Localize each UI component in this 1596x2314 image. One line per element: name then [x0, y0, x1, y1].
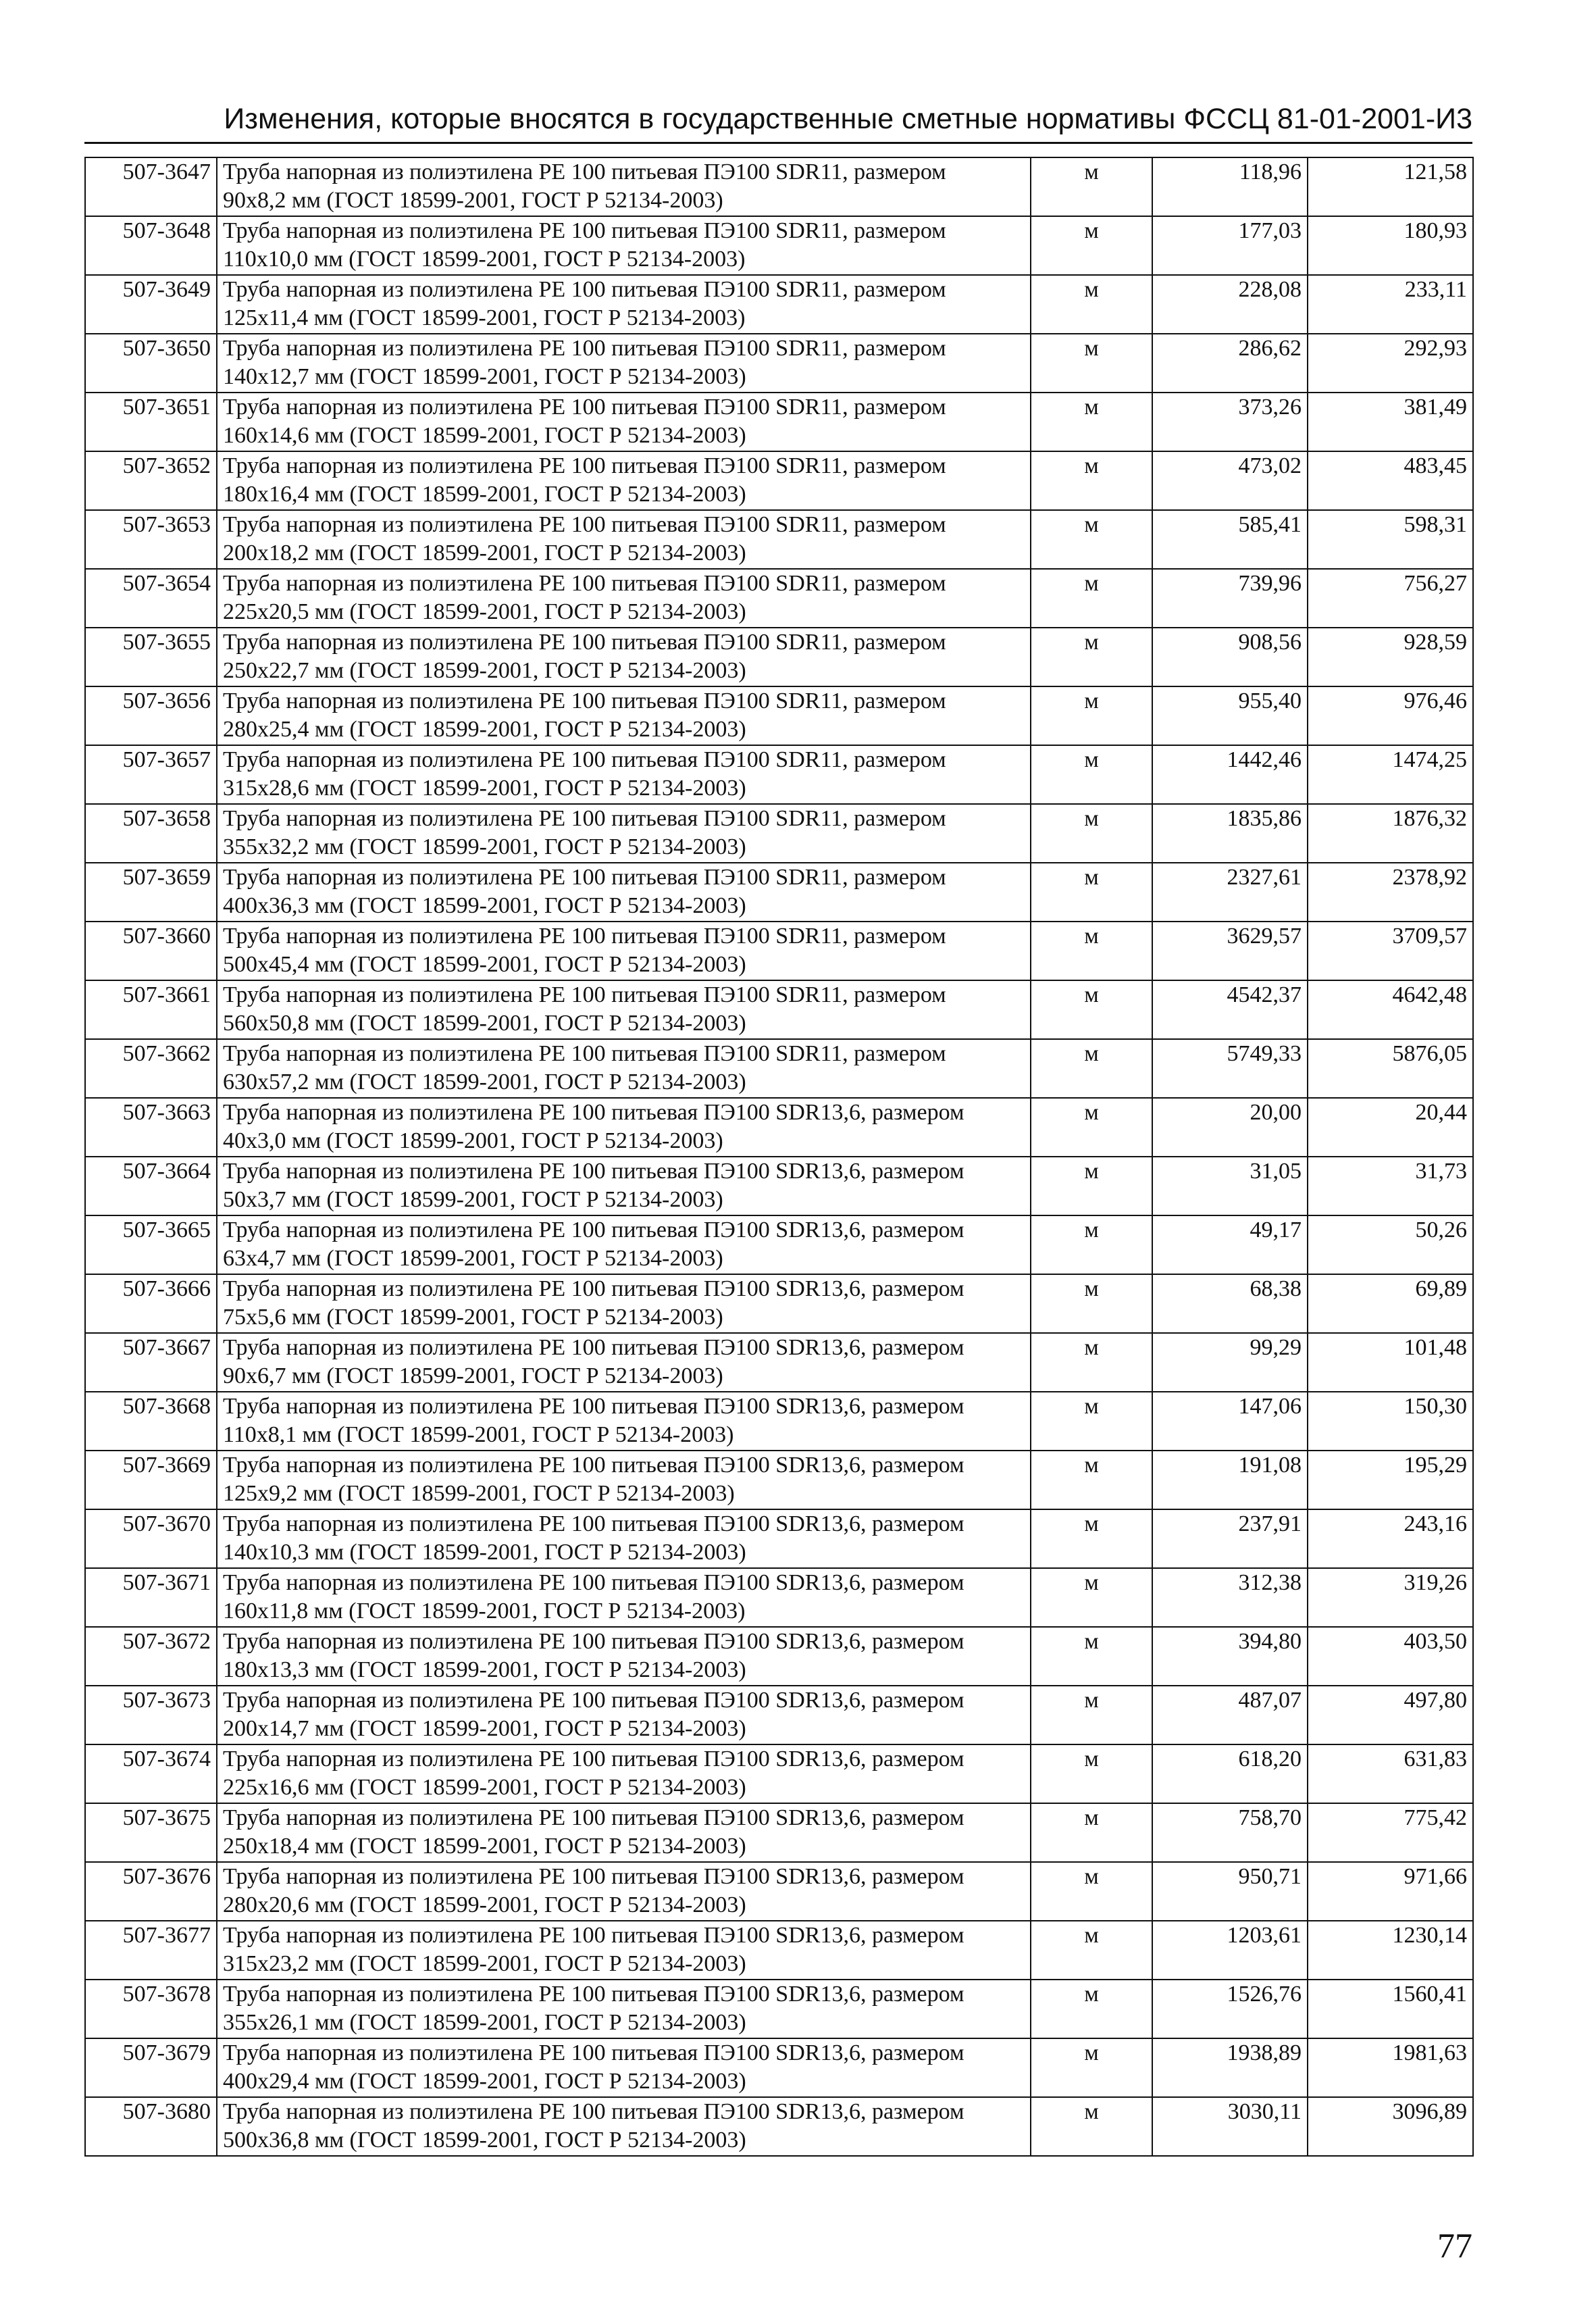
table-row [85, 393, 1473, 451]
row-price-1: 2327,61 [1152, 863, 1308, 922]
row-code: 507-3661 [85, 980, 217, 1039]
row-price-1: 68,38 [1152, 1274, 1308, 1333]
row-name-line2: 63х4,7 мм (ГОСТ 18599-2001, ГОСТ Р 52134-2003) [223, 1246, 723, 1271]
row-name [217, 569, 1031, 628]
row-name-line2: 225х16,6 мм (ГОСТ 18599-2001, ГОСТ Р 52134-2003) [223, 1775, 746, 1800]
row-name [217, 2038, 1031, 2097]
table-row [85, 334, 1473, 393]
row-code: 507-3662 [85, 1039, 217, 1098]
table-row [85, 2038, 1473, 2097]
row-name [217, 216, 1031, 275]
row-unit: м [1031, 628, 1152, 686]
row-price-2: 121,58 [1308, 157, 1473, 216]
row-price-1: 312,38 [1152, 1568, 1308, 1627]
row-name-line1: Труба напорная из полиэтилена PE 100 питьевая ПЭ100 SDR13,6, размером [223, 1159, 964, 1184]
row-name [217, 922, 1031, 980]
row-price-1: 3030,11 [1152, 2097, 1308, 2156]
row-code: 507-3674 [85, 1744, 217, 1803]
row-price-1: 191,08 [1152, 1451, 1308, 1509]
row-price-2: 2378,92 [1308, 863, 1473, 922]
row-name-line1: Труба напорная из полиэтилена PE 100 питьевая ПЭ100 SDR13,6, размером [223, 2099, 964, 2124]
row-price-2: 1560,41 [1308, 1980, 1473, 2038]
row-unit: м [1031, 1451, 1152, 1509]
row-price-1: 585,41 [1152, 510, 1308, 569]
row-name [217, 1803, 1031, 1862]
row-name-line1: Труба напорная из полиэтилена PE 100 питьевая ПЭ100 SDR13,6, размером [223, 1688, 964, 1713]
row-name-line2: 180х13,3 мм (ГОСТ 18599-2001, ГОСТ Р 52134-2003) [223, 1657, 746, 1682]
row-name [217, 1862, 1031, 1921]
row-name-line1: Труба напорная из полиэтилена PE 100 питьевая ПЭ100 SDR13,6, размером [223, 1217, 964, 1242]
row-name-line2: 75х5,6 мм (ГОСТ 18599-2001, ГОСТ Р 52134-2003) [223, 1305, 723, 1330]
row-name-line2: 110х8,1 мм (ГОСТ 18599-2001, ГОСТ Р 52134-2003) [223, 1422, 734, 1447]
row-unit: м [1031, 2097, 1152, 2156]
row-name-line2: 160х11,8 мм (ГОСТ 18599-2001, ГОСТ Р 52134-2003) [223, 1599, 746, 1624]
row-code: 507-3663 [85, 1098, 217, 1157]
row-price-1: 99,29 [1152, 1333, 1308, 1392]
row-price-2: 403,50 [1308, 1627, 1473, 1686]
row-price-2: 195,29 [1308, 1451, 1473, 1509]
row-name [217, 510, 1031, 569]
row-unit: м [1031, 1921, 1152, 1980]
row-name-line2: 40х3,0 мм (ГОСТ 18599-2001, ГОСТ Р 52134-2003) [223, 1128, 723, 1153]
table-row [85, 451, 1473, 510]
row-name-line1: Труба напорная из полиэтилена PE 100 питьевая ПЭ100 SDR11, размером [223, 924, 946, 949]
row-unit: м [1031, 804, 1152, 863]
row-name-line2: 125х11,4 мм (ГОСТ 18599-2001, ГОСТ Р 52134-2003) [223, 305, 746, 330]
row-name-line1: Труба напорная из полиэтилена PE 100 питьевая ПЭ100 SDR11, размером [223, 336, 946, 361]
row-name-line1: Труба напорная из полиэтилена PE 100 питьевая ПЭ100 SDR13,6, размером [223, 1453, 964, 1478]
row-name-line2: 355х26,1 мм (ГОСТ 18599-2001, ГОСТ Р 52134-2003) [223, 2010, 746, 2035]
row-name-line2: 280х20,6 мм (ГОСТ 18599-2001, ГОСТ Р 52134-2003) [223, 1892, 746, 1917]
table-row [85, 1980, 1473, 2038]
row-unit: м [1031, 157, 1152, 216]
table-row [85, 216, 1473, 275]
row-unit: м [1031, 1744, 1152, 1803]
row-name-line2: 125х9,2 мм (ГОСТ 18599-2001, ГОСТ Р 52134-2003) [223, 1481, 735, 1506]
row-unit: м [1031, 1215, 1152, 1274]
row-name [217, 1921, 1031, 1980]
row-name-line2: 90х6,7 мм (ГОСТ 18599-2001, ГОСТ Р 52134-2003) [223, 1363, 723, 1388]
row-price-1: 286,62 [1152, 334, 1308, 393]
row-name-line2: 500х36,8 мм (ГОСТ 18599-2001, ГОСТ Р 52134-2003) [223, 2128, 746, 2153]
row-unit: м [1031, 1039, 1152, 1098]
row-code: 507-3652 [85, 451, 217, 510]
row-price-1: 908,56 [1152, 628, 1308, 686]
table-row [85, 157, 1473, 216]
row-name-line1: Труба напорная из полиэтилена PE 100 питьевая ПЭ100 SDR11, размером [223, 512, 946, 537]
row-price-2: 1474,25 [1308, 745, 1473, 804]
row-name-line2: 225х20,5 мм (ГОСТ 18599-2001, ГОСТ Р 52134-2003) [223, 599, 746, 624]
table-row [85, 569, 1473, 628]
row-name-line1: Труба напорная из полиэтилена PE 100 питьевая ПЭ100 SDR11, размером [223, 277, 946, 302]
row-name-line2: 250х18,4 мм (ГОСТ 18599-2001, ГОСТ Р 52134-2003) [223, 1834, 746, 1859]
row-name [217, 1333, 1031, 1392]
page-number: 77 [1437, 2227, 1472, 2265]
row-name-line1: Труба напорная из полиэтилена PE 100 питьевая ПЭ100 SDR11, размером [223, 395, 946, 420]
row-name-line2: 630х57,2 мм (ГОСТ 18599-2001, ГОСТ Р 52134-2003) [223, 1070, 746, 1095]
row-unit: м [1031, 1098, 1152, 1157]
row-price-2: 497,80 [1308, 1686, 1473, 1744]
table-row [85, 686, 1473, 745]
row-price-2: 69,89 [1308, 1274, 1473, 1333]
table-row [85, 510, 1473, 569]
row-name-line1: Труба напорная из полиэтилена PE 100 питьевая ПЭ100 SDR11, размером [223, 747, 946, 772]
row-price-1: 49,17 [1152, 1215, 1308, 1274]
row-code: 507-3647 [85, 157, 217, 216]
page-header-title: Изменения, которые вносятся в государственные сметные нормативы ФССЦ 81-01-2001-И3 [224, 103, 1472, 135]
row-unit: м [1031, 2038, 1152, 2097]
row-name [217, 2097, 1031, 2156]
row-name-line1: Труба напорная из полиэтилена PE 100 питьевая ПЭ100 SDR11, размером [223, 1041, 946, 1066]
row-name-line2: 180х16,4 мм (ГОСТ 18599-2001, ГОСТ Р 52134-2003) [223, 482, 746, 507]
row-price-1: 950,71 [1152, 1862, 1308, 1921]
row-name [217, 393, 1031, 451]
row-name-line1: Труба напорная из полиэтилена PE 100 питьевая ПЭ100 SDR13,6, размером [223, 1746, 964, 1771]
row-price-1: 20,00 [1152, 1098, 1308, 1157]
table-row [85, 863, 1473, 922]
row-code: 507-3654 [85, 569, 217, 628]
row-code: 507-3678 [85, 1980, 217, 2038]
table-row [85, 1451, 1473, 1509]
row-unit: м [1031, 451, 1152, 510]
row-name-line2: 140х12,7 мм (ГОСТ 18599-2001, ГОСТ Р 52134-2003) [223, 364, 746, 389]
row-code: 507-3668 [85, 1392, 217, 1451]
table-row [85, 980, 1473, 1039]
row-name-line1: Труба напорная из полиэтилена PE 100 питьевая ПЭ100 SDR11, размером [223, 865, 946, 890]
row-code: 507-3680 [85, 2097, 217, 2156]
row-price-1: 1835,86 [1152, 804, 1308, 863]
table-row [85, 745, 1473, 804]
table-row [85, 2097, 1473, 2156]
row-price-2: 976,46 [1308, 686, 1473, 745]
row-unit: м [1031, 1686, 1152, 1744]
table-row [85, 1333, 1473, 1392]
row-unit: м [1031, 1980, 1152, 2038]
row-name [217, 1392, 1031, 1451]
row-price-1: 4542,37 [1152, 980, 1308, 1039]
table-row [85, 1157, 1473, 1215]
row-price-2: 180,93 [1308, 216, 1473, 275]
row-price-1: 1442,46 [1152, 745, 1308, 804]
row-price-1: 5749,33 [1152, 1039, 1308, 1098]
row-name [217, 157, 1031, 216]
row-name [217, 1686, 1031, 1744]
row-price-1: 1938,89 [1152, 2038, 1308, 2097]
row-name [217, 863, 1031, 922]
row-name [217, 1568, 1031, 1627]
row-name-line2: 50х3,7 мм (ГОСТ 18599-2001, ГОСТ Р 52134-2003) [223, 1187, 723, 1212]
row-name [217, 1451, 1031, 1509]
row-code: 507-3675 [85, 1803, 217, 1862]
row-price-2: 1230,14 [1308, 1921, 1473, 1980]
row-name-line2: 400х36,3 мм (ГОСТ 18599-2001, ГОСТ Р 52134-2003) [223, 893, 746, 918]
row-name [217, 1215, 1031, 1274]
row-name-line2: 200х14,7 мм (ГОСТ 18599-2001, ГОСТ Р 52134-2003) [223, 1716, 746, 1741]
row-name-line1: Труба напорная из полиэтилена PE 100 питьевая ПЭ100 SDR13,6, размером [223, 1805, 964, 1830]
row-price-2: 31,73 [1308, 1157, 1473, 1215]
row-price-2: 1981,63 [1308, 2038, 1473, 2097]
row-unit: м [1031, 1157, 1152, 1215]
row-name [217, 1744, 1031, 1803]
row-unit: м [1031, 980, 1152, 1039]
row-name-line2: 315х28,6 мм (ГОСТ 18599-2001, ГОСТ Р 52134-2003) [223, 776, 746, 801]
row-name-line2: 140х10,3 мм (ГОСТ 18599-2001, ГОСТ Р 52134-2003) [223, 1540, 746, 1565]
row-price-1: 618,20 [1152, 1744, 1308, 1803]
row-price-2: 20,44 [1308, 1098, 1473, 1157]
row-code: 507-3672 [85, 1627, 217, 1686]
row-price-2: 928,59 [1308, 628, 1473, 686]
row-code: 507-3653 [85, 510, 217, 569]
row-code: 507-3673 [85, 1686, 217, 1744]
row-code: 507-3666 [85, 1274, 217, 1333]
row-name-line1: Труба напорная из полиэтилена PE 100 питьевая ПЭ100 SDR13,6, размером [223, 1335, 964, 1360]
row-price-2: 631,83 [1308, 1744, 1473, 1803]
row-name-line1: Труба напорная из полиэтилена PE 100 питьевая ПЭ100 SDR11, размером [223, 453, 946, 478]
row-price-2: 150,30 [1308, 1392, 1473, 1451]
row-name-line2: 400х29,4 мм (ГОСТ 18599-2001, ГОСТ Р 52134-2003) [223, 2069, 746, 2094]
row-code: 507-3650 [85, 334, 217, 393]
row-name-line2: 500х45,4 мм (ГОСТ 18599-2001, ГОСТ Р 52134-2003) [223, 952, 746, 977]
row-unit: м [1031, 1568, 1152, 1627]
row-unit: м [1031, 216, 1152, 275]
row-price-2: 50,26 [1308, 1215, 1473, 1274]
row-code: 507-3657 [85, 745, 217, 804]
row-name-line2: 280х25,4 мм (ГОСТ 18599-2001, ГОСТ Р 52134-2003) [223, 717, 746, 742]
row-price-2: 3709,57 [1308, 922, 1473, 980]
table-row [85, 275, 1473, 334]
row-price-2: 483,45 [1308, 451, 1473, 510]
row-unit: м [1031, 863, 1152, 922]
row-unit: м [1031, 922, 1152, 980]
row-code: 507-3665 [85, 1215, 217, 1274]
table-row [85, 1509, 1473, 1568]
row-price-1: 237,91 [1152, 1509, 1308, 1568]
row-name-line1: Труба напорная из полиэтилена PE 100 питьевая ПЭ100 SDR13,6, размером [223, 1100, 964, 1125]
row-unit: м [1031, 745, 1152, 804]
row-name-line1: Труба напорная из полиэтилена PE 100 питьевая ПЭ100 SDR13,6, размером [223, 1629, 964, 1654]
row-code: 507-3656 [85, 686, 217, 745]
row-name-line1: Труба напорная из полиэтилена PE 100 питьевая ПЭ100 SDR11, размером [223, 806, 946, 831]
row-name [217, 275, 1031, 334]
row-name [217, 451, 1031, 510]
row-price-1: 955,40 [1152, 686, 1308, 745]
row-price-2: 5876,05 [1308, 1039, 1473, 1098]
table-row [85, 1627, 1473, 1686]
row-code: 507-3664 [85, 1157, 217, 1215]
row-name-line1: Труба напорная из полиэтилена PE 100 питьевая ПЭ100 SDR11, размером [223, 630, 946, 655]
row-code: 507-3659 [85, 863, 217, 922]
row-code: 507-3667 [85, 1333, 217, 1392]
table-row [85, 1392, 1473, 1451]
table-row [85, 1098, 1473, 1157]
row-name [217, 1098, 1031, 1157]
row-name-line1: Труба напорная из полиэтилена PE 100 питьевая ПЭ100 SDR13,6, размером [223, 1923, 964, 1948]
row-unit: м [1031, 1627, 1152, 1686]
row-name-line1: Труба напорная из полиэтилена PE 100 питьевая ПЭ100 SDR13,6, размером [223, 1276, 964, 1301]
row-price-1: 1526,76 [1152, 1980, 1308, 2038]
row-price-1: 1203,61 [1152, 1921, 1308, 1980]
row-unit: м [1031, 569, 1152, 628]
row-price-2: 101,48 [1308, 1333, 1473, 1392]
row-price-1: 394,80 [1152, 1627, 1308, 1686]
row-name [217, 1274, 1031, 1333]
row-unit: м [1031, 393, 1152, 451]
row-name [217, 1627, 1031, 1686]
row-name-line2: 250х22,7 мм (ГОСТ 18599-2001, ГОСТ Р 52134-2003) [223, 658, 746, 683]
row-code: 507-3651 [85, 393, 217, 451]
row-code: 507-3670 [85, 1509, 217, 1568]
price-table-body [85, 157, 1473, 2156]
row-name-line1: Труба напорная из полиэтилена PE 100 питьевая ПЭ100 SDR13,6, размером [223, 1511, 964, 1536]
row-unit: м [1031, 1392, 1152, 1451]
row-name [217, 1509, 1031, 1568]
row-code: 507-3660 [85, 922, 217, 980]
row-name [217, 1157, 1031, 1215]
table-row [85, 1744, 1473, 1803]
row-unit: м [1031, 510, 1152, 569]
row-name-line2: 110х10,0 мм (ГОСТ 18599-2001, ГОСТ Р 52134-2003) [223, 247, 746, 272]
row-code: 507-3655 [85, 628, 217, 686]
row-unit: м [1031, 1333, 1152, 1392]
row-name-line1: Труба напорная из полиэтилена PE 100 питьевая ПЭ100 SDR13,6, размером [223, 1394, 964, 1419]
row-code: 507-3676 [85, 1862, 217, 1921]
row-unit: м [1031, 1509, 1152, 1568]
row-price-1: 177,03 [1152, 216, 1308, 275]
row-price-2: 1876,32 [1308, 804, 1473, 863]
row-name-line1: Труба напорная из полиэтилена PE 100 питьевая ПЭ100 SDR11, размером [223, 571, 946, 596]
table-row [85, 1568, 1473, 1627]
row-name-line2: 90х8,2 мм (ГОСТ 18599-2001, ГОСТ Р 52134-2003) [223, 188, 723, 213]
row-price-2: 292,93 [1308, 334, 1473, 393]
row-name-line2: 200х18,2 мм (ГОСТ 18599-2001, ГОСТ Р 52134-2003) [223, 540, 746, 565]
table-row [85, 1215, 1473, 1274]
row-unit: м [1031, 275, 1152, 334]
row-unit: м [1031, 1803, 1152, 1862]
row-name [217, 1980, 1031, 2038]
row-name-line1: Труба напорная из полиэтилена PE 100 питьевая ПЭ100 SDR13,6, размером [223, 1982, 964, 2007]
row-code: 507-3648 [85, 216, 217, 275]
row-name-line1: Труба напорная из полиэтилена PE 100 питьевая ПЭ100 SDR11, размером [223, 159, 946, 184]
row-price-1: 228,08 [1152, 275, 1308, 334]
row-name [217, 745, 1031, 804]
row-name-line2: 160х14,6 мм (ГОСТ 18599-2001, ГОСТ Р 52134-2003) [223, 423, 746, 448]
row-name [217, 1039, 1031, 1098]
row-code: 507-3679 [85, 2038, 217, 2097]
table-row [85, 1803, 1473, 1862]
row-code: 507-3677 [85, 1921, 217, 1980]
row-price-1: 739,96 [1152, 569, 1308, 628]
row-name [217, 334, 1031, 393]
row-name-line2: 355х32,2 мм (ГОСТ 18599-2001, ГОСТ Р 52134-2003) [223, 834, 746, 859]
table-row [85, 628, 1473, 686]
row-price-2: 971,66 [1308, 1862, 1473, 1921]
row-name-line2: 560х50,8 мм (ГОСТ 18599-2001, ГОСТ Р 52134-2003) [223, 1011, 746, 1036]
row-name-line1: Труба напорная из полиэтилена PE 100 питьевая ПЭ100 SDR11, размером [223, 688, 946, 713]
row-name-line1: Труба напорная из полиэтилена PE 100 питьевая ПЭ100 SDR11, размером [223, 218, 946, 243]
row-price-2: 3096,89 [1308, 2097, 1473, 2156]
table-row [85, 1862, 1473, 1921]
row-price-2: 4642,48 [1308, 980, 1473, 1039]
row-unit: м [1031, 686, 1152, 745]
row-unit: м [1031, 334, 1152, 393]
row-price-1: 31,05 [1152, 1157, 1308, 1215]
row-name [217, 628, 1031, 686]
row-price-1: 758,70 [1152, 1803, 1308, 1862]
row-price-2: 598,31 [1308, 510, 1473, 569]
table-row [85, 1686, 1473, 1744]
table-row [85, 1274, 1473, 1333]
row-price-2: 775,42 [1308, 1803, 1473, 1862]
row-price-2: 381,49 [1308, 393, 1473, 451]
row-name [217, 980, 1031, 1039]
row-name [217, 804, 1031, 863]
row-name-line1: Труба напорная из полиэтилена PE 100 питьевая ПЭ100 SDR13,6, размером [223, 2040, 964, 2065]
header-divider [84, 142, 1472, 144]
row-name-line1: Труба напорная из полиэтилена PE 100 питьевая ПЭ100 SDR13,6, размером [223, 1570, 964, 1595]
row-price-1: 118,96 [1152, 157, 1308, 216]
table-row [85, 1921, 1473, 1980]
table-row [85, 922, 1473, 980]
row-code: 507-3669 [85, 1451, 217, 1509]
row-code: 507-3671 [85, 1568, 217, 1627]
row-name-line1: Труба напорная из полиэтилена PE 100 питьевая ПЭ100 SDR13,6, размером [223, 1864, 964, 1889]
row-unit: м [1031, 1274, 1152, 1333]
row-price-2: 319,26 [1308, 1568, 1473, 1627]
row-unit: м [1031, 1862, 1152, 1921]
row-name-line1: Труба напорная из полиэтилена PE 100 питьевая ПЭ100 SDR11, размером [223, 982, 946, 1007]
row-price-1: 147,06 [1152, 1392, 1308, 1451]
row-name [217, 686, 1031, 745]
row-name-line2: 315х23,2 мм (ГОСТ 18599-2001, ГОСТ Р 52134-2003) [223, 1951, 746, 1976]
row-price-2: 756,27 [1308, 569, 1473, 628]
row-price-1: 3629,57 [1152, 922, 1308, 980]
row-price-2: 243,16 [1308, 1509, 1473, 1568]
row-price-2: 233,11 [1308, 275, 1473, 334]
row-price-1: 373,26 [1152, 393, 1308, 451]
row-price-1: 473,02 [1152, 451, 1308, 510]
price-table [84, 157, 1474, 2157]
row-code: 507-3649 [85, 275, 217, 334]
table-row [85, 1039, 1473, 1098]
row-price-1: 487,07 [1152, 1686, 1308, 1744]
table-row [85, 804, 1473, 863]
row-code: 507-3658 [85, 804, 217, 863]
